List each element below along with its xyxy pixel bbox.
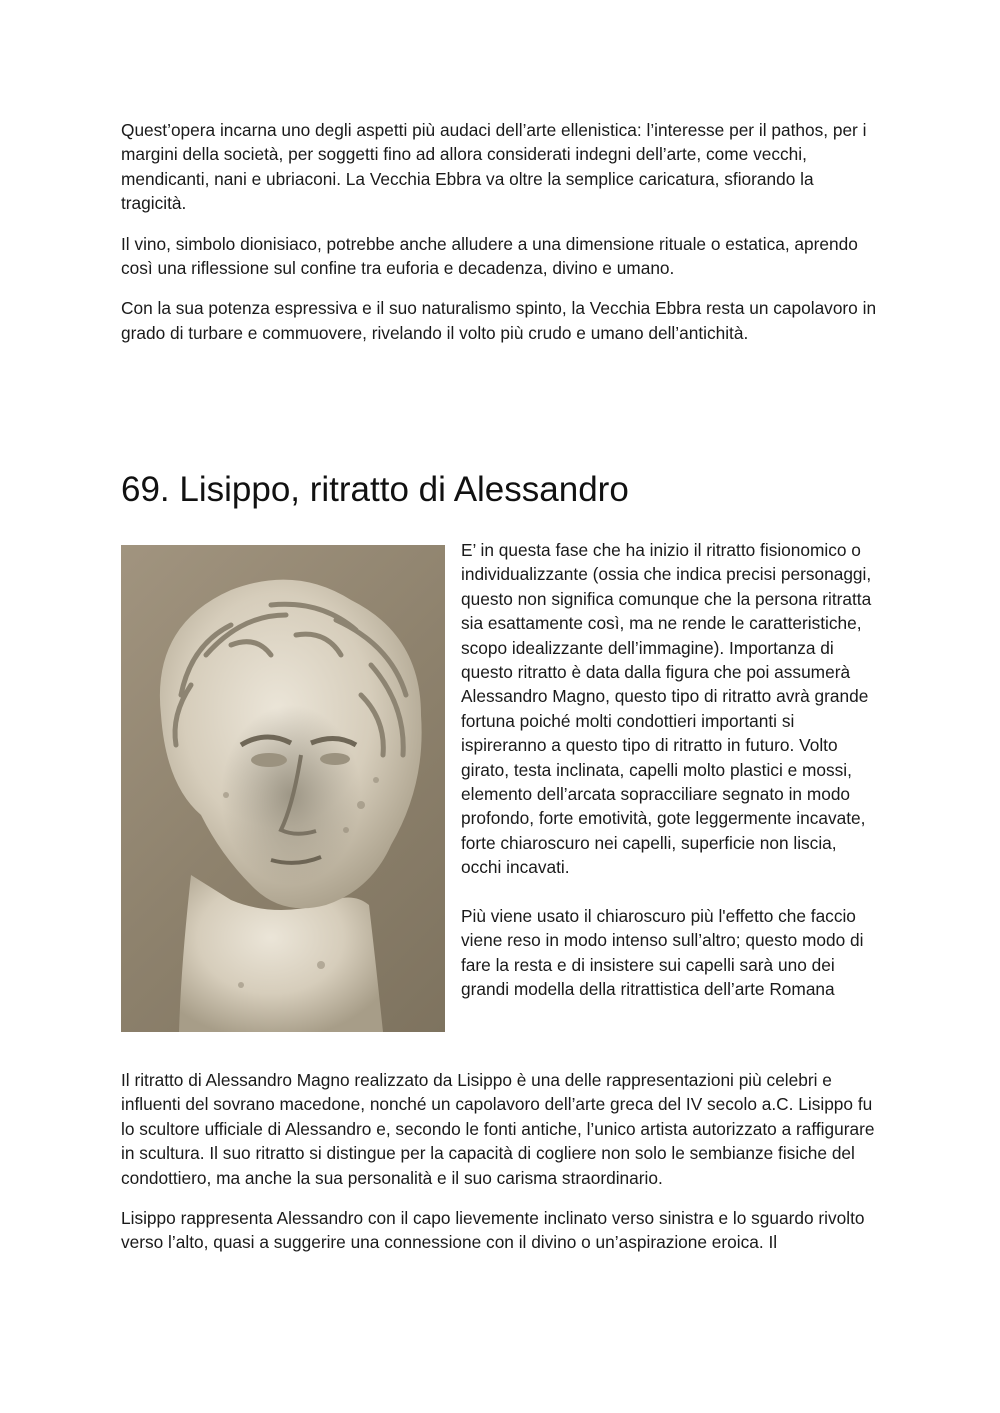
after-section <box>121 1068 881 1271</box>
after-paragraph-1: Il ritratto di Alessandro Magno realizzato da Lisippo è una delle rappresentazioni più celebri e influenti del sovrano macedone, nonché un capolavoro dell’arte greca del IV secolo a.C. Lisippo fu lo scultore ufficiale di Alessandro e, secondo le fonti antiche, l’unico artista autorizzato a raffigurare in scultura. Il suo ritratto si distingue per la capacità di cogliere non solo le sembianze fisiche del condottiero, ma anche la sua personalità e il suo carisma straordinario. <box>121 1070 875 1188</box>
alexander-bust-photo <box>121 545 445 1032</box>
intro-paragraph-1: Quest’opera incarna uno degli aspetti più audaci dell’arte ellenistica: l’interesse per il pathos, per i margini della società, per soggetti fino ad allora considerati indegni dell’arte, come vecchi, mendicanti, nani e ubriaconi. La Vecchia Ebbra va oltre la semplice caricatura, sfiorando la tragicità. <box>121 120 867 214</box>
marble-bust-image <box>121 545 445 1032</box>
intro-section <box>121 118 881 345</box>
document-page <box>121 118 881 1253</box>
side-paragraph-1: E’ in questa fase che ha inizio il ritratto fisionomico o individualizzante (ossia che indica precisi personaggi, questo non significa comunque che la persona ritratta sia esattamente così, ma ne rende le caratteristiche, scopo idealizzante dell’immagine). Importanza di questo ritratto è data dalla figura che poi assumerà Alessandro Magno, questo tipo di ritratto avrà grande fortuna poiché molti condottieri importanti si ispireranno a questo tipo di ritratto in futuro. Volto girato, testa inclinata, capelli molto plastici e mossi, elemento dell’arcata sopracciliare segnato in modo profondo, forte emotività, gote leggermente incavate, forte chiaroscuro nei capelli, superficie non liscia, occhi incavati. <box>461 540 872 878</box>
side-paragraph-2: Più viene usato il chiaroscuro più l'effetto che faccio viene reso in modo intenso sull’altro; questo modo di fare la resta e di insistere sui capelli sarà uno dei grandi modella della ritrattistica dell’arte Romana <box>461 906 864 1000</box>
section-heading: 69. Lisippo, ritratto di Alessandro <box>121 470 629 509</box>
intro-paragraph-2: Il vino, simbolo dionisiaco, potrebbe anche alludere a una dimensione rituale o estatica, aprendo così una riflessione sul confine tra euforia e decadenza, divino e umano. <box>121 233 858 279</box>
side-text-column <box>461 538 881 1026</box>
intro-paragraph-3: Con la sua potenza espressiva e il suo naturalismo spinto, la Vecchia Ebbra resta un capolavoro in grado di turbare e commuovere, rivelando il volto più crudo e umano dell’antichità. <box>121 298 877 343</box>
after-paragraph-2: Lisippo rappresenta Alessandro con il capo lievemente inclinato verso sinistra e lo sguardo rivolto verso l’alto, quasi a suggerire una connessione con il divino o un’aspirazione eroica. Il <box>121 1208 865 1253</box>
